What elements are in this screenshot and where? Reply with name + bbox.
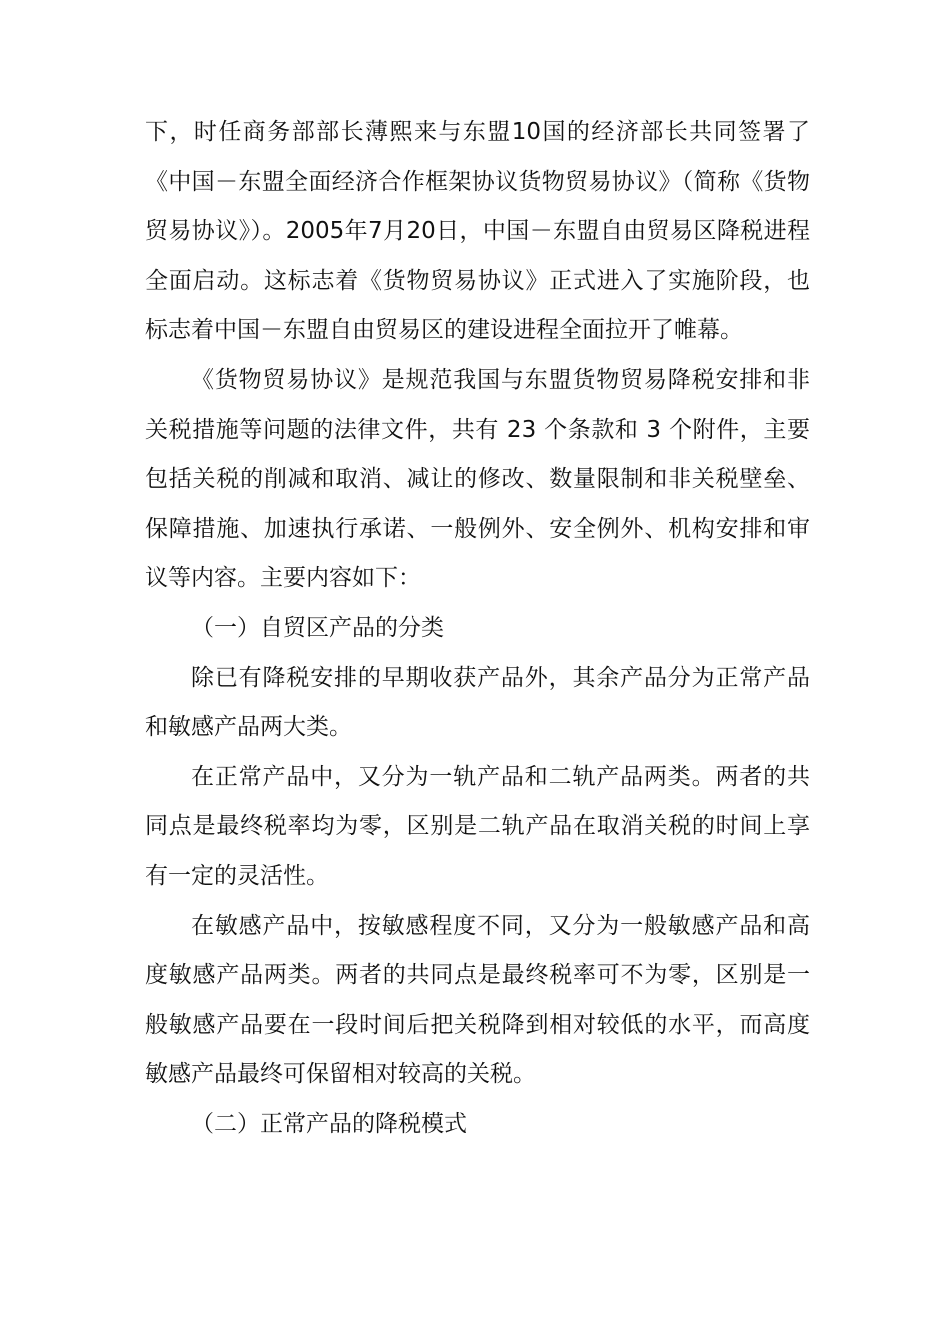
paragraph-product-categories: 除已有降税安排的早期收获产品外，其余产品分为正常产品和敏感产品两大类。 — [145, 664, 810, 741]
paragraph-continuation: 下，时任商务部部长薄熙来与东盟10国的经济部长共同签署了《中国－东盟全面经济合作框架协议货物贸易协议》（简称《货物贸易协议》）。2005年7月20日，中国－东盟自由贸易区降税进程全面启动。这标志着《货物贸易协议》正式进入了实施阶段，也标志着中国－东盟自由贸易区的建设进程全面拉开了帷幕。 — [145, 119, 810, 344]
paragraph-sensitive-products: 在敏感产品中，按敏感程度不同，又分为一般敏感产品和高度敏感产品两类。两者的共同点是最终税率可不为零，区别是一般敏感产品要在一段时间后把关税降到相对较低的水平，而高度敏感产品最终可保留相对较高的关税。 — [145, 912, 810, 1088]
paragraph-goods-trade-agreement: 《货物贸易协议》是规范我国与东盟货物贸易降税安排和非关税措施等问题的法律文件，共有 23 个条款和 3 个附件，主要包括关税的削减和取消、减让的修改、数量限制和非关税壁垒、保障措施、加速执行承诺、一般例外、安全例外、机构安排和审议等内容。主要内容如下： — [145, 366, 810, 592]
section-heading-product-classification: （一）自贸区产品的分类 — [191, 614, 444, 641]
document-body — [145, 108, 810, 1149]
paragraph-normal-products: 在正常产品中，又分为一轨产品和二轨产品两类。两者的共同点是最终税率均为零，区别是二轨产品在取消关税的时间上享有一定的灵活性。 — [145, 763, 810, 889]
section-heading-tariff-reduction-mode: （二）正常产品的降税模式 — [191, 1110, 467, 1137]
